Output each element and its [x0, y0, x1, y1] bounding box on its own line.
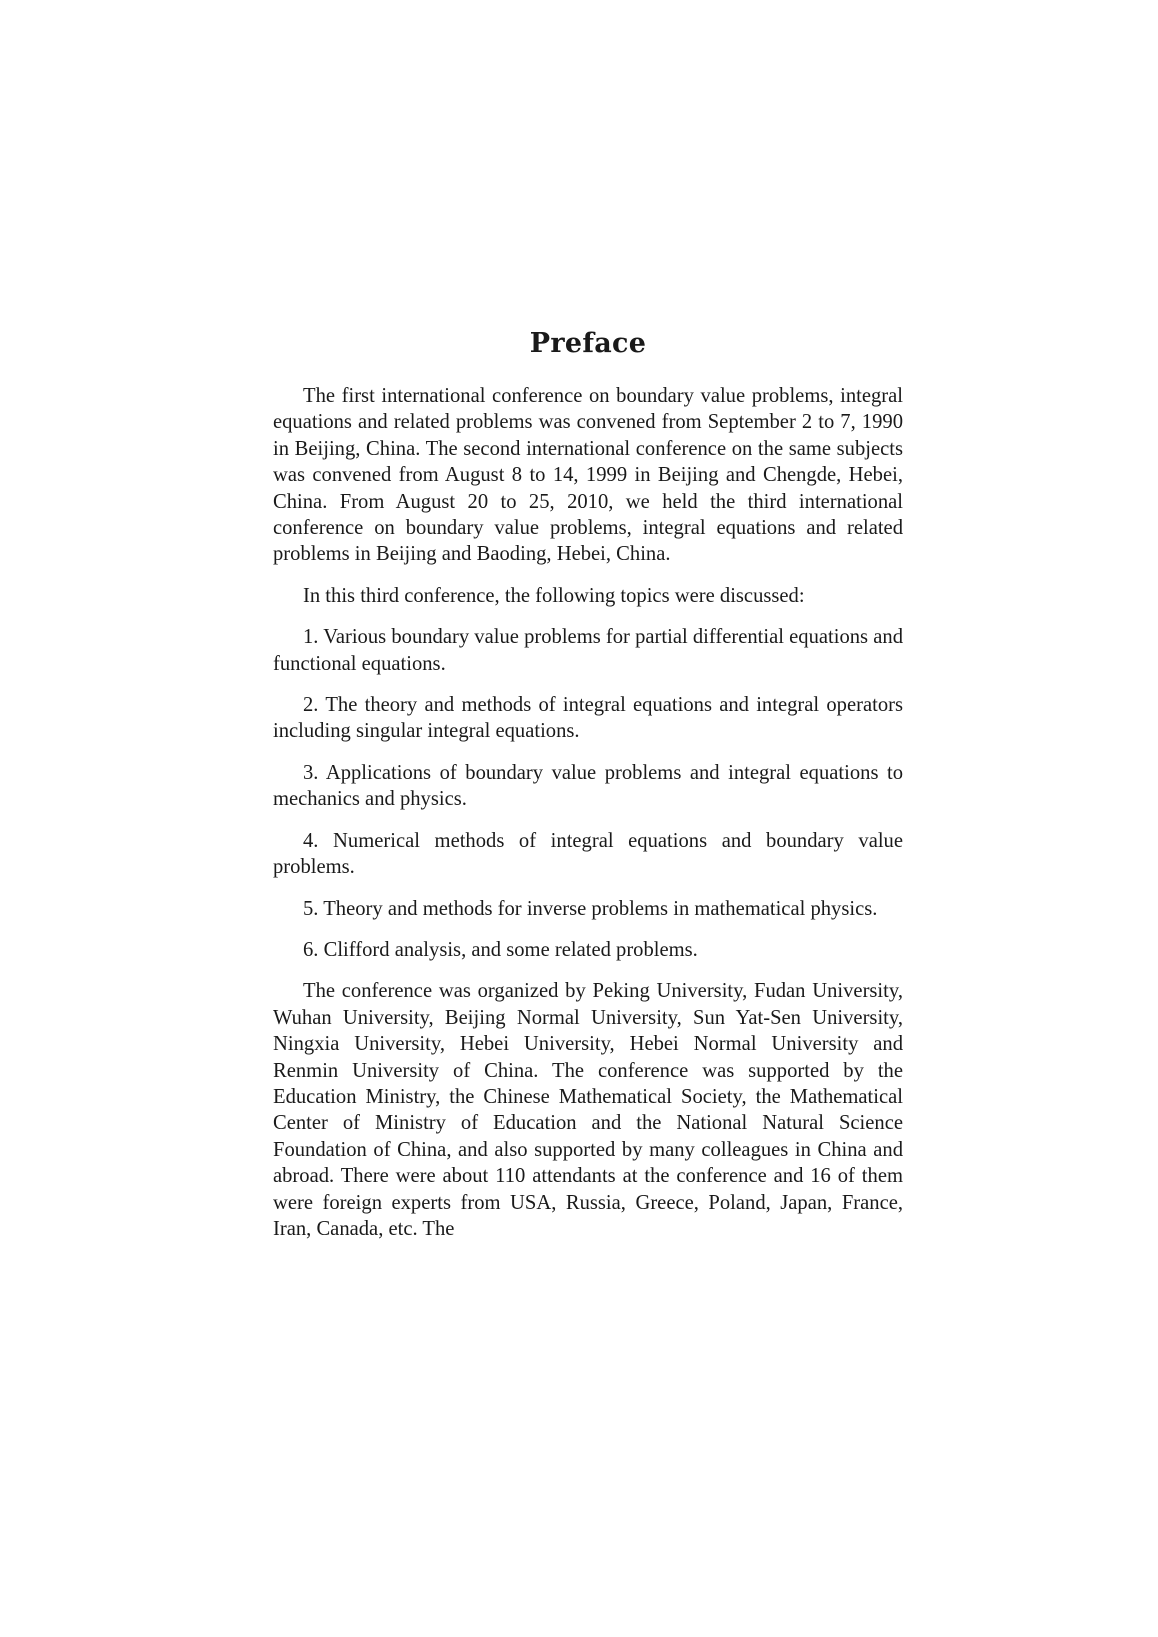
preface-page [273, 328, 903, 1257]
topics-intro-paragraph: In this third conference, the following topics were discussed: [303, 584, 805, 607]
topic-item-6: 6. Clifford analysis, and some related problems. [303, 938, 698, 961]
organizers-paragraph: The conference was organized by Peking University, Fudan University, Wuhan University, Beijing Normal University, Sun Yat-Sen University, Ningxia University, Hebei University, Hebei Normal University and Renmin University of China. The conference was supported by the Education Ministry, the Chinese Mathematical Society, the Mathematical Center of Ministry of Education and the National Natural Science Foundation of China, and also supported by many colleagues in China and abroad. There were about 110 attendants at the conference and 16 of them were foreign experts from USA, Russia, Greece, Poland, Japan, France, Iran, Canada, etc. The [273, 980, 903, 1240]
topic-item-1: 1. Various boundary value problems for partial differential equations and functional equations. [273, 626, 903, 675]
page-title: Preface [529, 328, 647, 359]
topic-item-2: 2. The theory and methods of integral equations and integral operators including singular integral equations. [273, 694, 903, 743]
topic-item-5: 5. Theory and methods for inverse problems in mathematical physics. [303, 897, 878, 920]
intro-paragraph: The first international conference on boundary value problems, integral equations and related problems was convened from September 2 to 7, 1990 in Beijing, China. The second international conference on the same subjects was convened from August 8 to 14, 1999 in Beijing and Chengde, Hebei, China. From August 20 to 25, 2010, we held the third international conference on boundary value problems, integral equations and related problems in Beijing and Baoding, Hebei, China. [273, 385, 903, 566]
topic-item-4: 4. Numerical methods of integral equations and boundary value problems. [273, 829, 903, 879]
topic-item-3: 3. Applications of boundary value problems and integral equations to mechanics and physics. [273, 761, 903, 811]
